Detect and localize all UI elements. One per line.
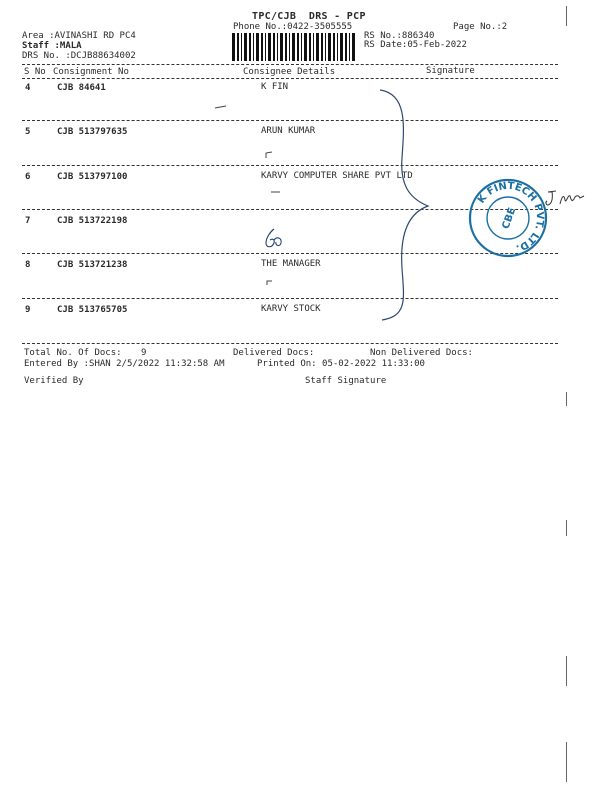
barcode-bar [292,33,295,61]
barcode-bar [273,33,275,61]
divider [22,64,558,65]
divider [22,165,558,166]
rs-date: RS Date:05-Feb-2022 [364,40,467,50]
row-sno: 8 [25,260,31,270]
barcode-bar [256,33,259,61]
divider [22,120,558,121]
rs-number: RS No.:886340 [364,31,435,41]
barcode-bar [304,33,307,61]
document-title: TPC/CJB DRS - PCP [252,11,366,22]
barcode-bar [244,33,247,61]
area-field: Area :AVINASHI RD PC4 [22,31,136,41]
row-sno: 7 [25,216,31,226]
stamp-center-text: CBE [500,206,519,231]
barcode-bar [345,33,347,61]
stamp-ring-text: K FINTECH PVT. LTD. [475,180,546,254]
handwritten-initials [544,186,588,210]
row-sno: 6 [25,172,31,182]
col-header-signature: Signature [426,66,475,76]
entered-by: Entered By :SHAN 2/5/2022 11:32:58 AM [24,359,225,369]
barcode-bar [333,33,335,61]
non-delivered-docs-label: Non Delivered Docs: [370,348,473,358]
barcode-bar [301,33,302,61]
row-sno: 4 [25,83,31,93]
divider [22,343,558,344]
barcode-bar [280,33,283,61]
row-consignment: CJB 84641 [57,83,106,93]
barcode-bar [309,33,311,61]
barcode-bar [340,33,343,61]
staff-field: Staff :MALA [22,41,82,51]
printed-on: Printed On: 05-02-2022 11:33:00 [257,359,425,369]
page-number: Page No.:2 [453,22,508,32]
row-consignee: KARVY COMPUTER SHARE PVT LTD [261,171,413,181]
total-docs-value: 9 [141,348,147,358]
handwritten-bracket [378,88,434,324]
row-sno: 5 [25,127,31,137]
phone-number: Phone No.:0422-3505555 [233,22,353,32]
barcode-bar [313,33,314,61]
barcode-bar [297,33,299,61]
drs-number: DRS No. :DCJB88634002 [22,51,136,61]
row-consignee: KARVY STOCK [261,304,321,314]
barcode-bar [268,33,271,61]
row-consignee: K FIN [261,82,289,92]
handwritten-signature-mark [260,226,286,250]
barcode-bar [337,33,338,61]
col-header-consignment: Consignment No [53,67,129,77]
row-consignment: CJB 513797635 [57,127,128,137]
barcode [232,33,358,61]
ink-tick [264,151,274,159]
row-consignment: CJB 513722198 [57,216,128,226]
row-consignment: CJB 513721238 [57,260,128,270]
barcode-bar [289,33,290,61]
divider [22,78,558,79]
total-docs-label: Total No. Of Docs: [24,348,122,358]
row-consignment: CJB 513797100 [57,172,128,182]
row-consignee: THE MANAGER [261,259,321,269]
company-seal-stamp [466,176,550,260]
barcode-bar [349,33,350,61]
barcode-bar [265,33,266,61]
barcode-bar [253,33,254,61]
ink-tick [214,104,228,110]
barcode-bar [325,33,326,61]
staff-signature: Staff Signature [305,376,387,386]
barcode-bar [237,33,239,61]
col-header-consignee: Consignee Details [243,67,336,77]
barcode-bar [316,33,319,61]
barcode-bar [352,33,355,61]
row-consignment: CJB 513765705 [57,305,128,315]
barcode-bar [261,33,263,61]
barcode-bar [232,33,235,61]
row-sno: 9 [25,305,31,315]
scan-edge-mark [566,392,567,406]
ink-tick [265,280,275,286]
row-consignee: ARUN KUMAR [261,126,316,136]
ink-tick [270,190,282,194]
barcode-bar [321,33,323,61]
scan-edge-mark [566,656,567,686]
delivered-docs-label: Delivered Docs: [233,348,315,358]
verified-by: Verified By [24,376,84,386]
scan-edge-mark [566,6,567,26]
barcode-bar [285,33,287,61]
col-header-sno: S No [24,67,46,77]
barcode-bar [241,33,242,61]
barcode-bar [277,33,278,61]
divider [22,298,558,299]
barcode-bar [328,33,331,61]
scan-edge-mark [566,742,567,782]
scan-edge-mark [566,520,567,536]
barcode-bar [249,33,251,61]
